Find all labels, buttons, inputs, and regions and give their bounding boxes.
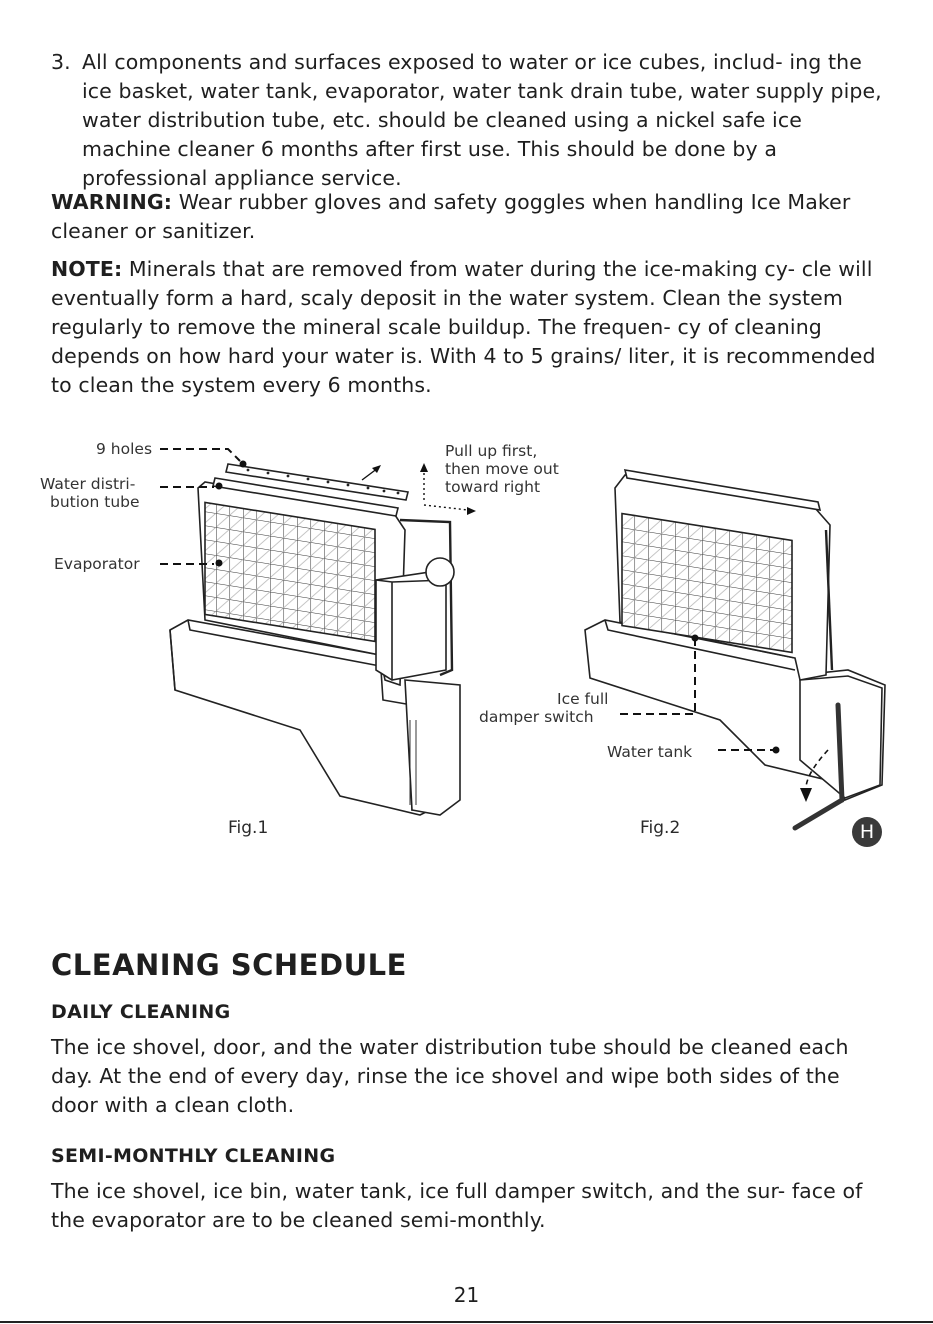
- list-number: 3.: [51, 50, 71, 74]
- callout-pull-line3: toward right: [445, 478, 541, 496]
- warning-label: WARNING:: [51, 190, 173, 214]
- daily-text: The ice shovel, door, and the water distribution tube should be cleaned each day. At the end of every day, rinse the ice shovel and wipe both sides of the door with a clean cloth.: [51, 1035, 849, 1117]
- callout-pull-line1: Pull up first,: [445, 442, 538, 460]
- semimonthly-text: The ice shovel, ice bin, water tank, ice full damper switch, and the sur- face of the evaporator are to be cleaned semi-monthly.: [51, 1179, 863, 1232]
- callout-water-tank: Water tank: [607, 743, 693, 761]
- note-label: NOTE:: [51, 257, 123, 281]
- callout-pull-line2: then move out: [445, 460, 559, 478]
- note-text: Minerals that are removed from water during the ice-making cy- cle will eventually form a hard, scaly deposit in the water system. Clean the system regularly to remove the mineral scale buildup. The frequen- cy of cleaning depends on how hard your water is. With 4 to 5 grains/ liter, it is recommended to clean the system every 6 months.: [51, 257, 876, 397]
- list-item-3: [51, 48, 891, 193]
- callout-tube-line2: bution tube: [50, 493, 140, 511]
- note-paragraph: [51, 255, 891, 400]
- bottom-rule: [0, 1321, 933, 1323]
- warning-text: Wear rubber gloves and safety goggles when handling Ice Maker cleaner or sanitizer.: [51, 190, 851, 243]
- callout-damper-line2: damper switch: [479, 708, 594, 726]
- list-item-text: All components and surfaces exposed to water or ice cubes, includ- ing the ice basket, water tank, evaporator, water tank drain tube, water supply pipe, water distribution tube, etc. should be cleaned using a nickel safe ice machine cleaner 6 months after first use. This should be done by a professional appliance service.: [82, 50, 882, 190]
- figure-2-label: Fig.2: [640, 818, 681, 838]
- figure-1-label: Fig.1: [228, 818, 269, 838]
- page-number: 21: [453, 1283, 480, 1307]
- fig1-drawing: [170, 464, 460, 815]
- section-badge-h: H: [852, 817, 882, 847]
- warning-paragraph: [51, 188, 891, 246]
- semimonthly-heading: SEMI-MONTHLY CLEANING: [51, 1145, 336, 1167]
- callout-9-holes: 9 holes: [96, 440, 153, 458]
- callout-damper-line1: Ice full: [557, 690, 609, 708]
- callout-evaporator: Evaporator: [54, 555, 140, 573]
- callout-tube-line1: Water distri-: [40, 475, 136, 493]
- daily-heading: DAILY CLEANING: [51, 1001, 231, 1023]
- section-title: CLEANING SCHEDULE: [51, 948, 407, 982]
